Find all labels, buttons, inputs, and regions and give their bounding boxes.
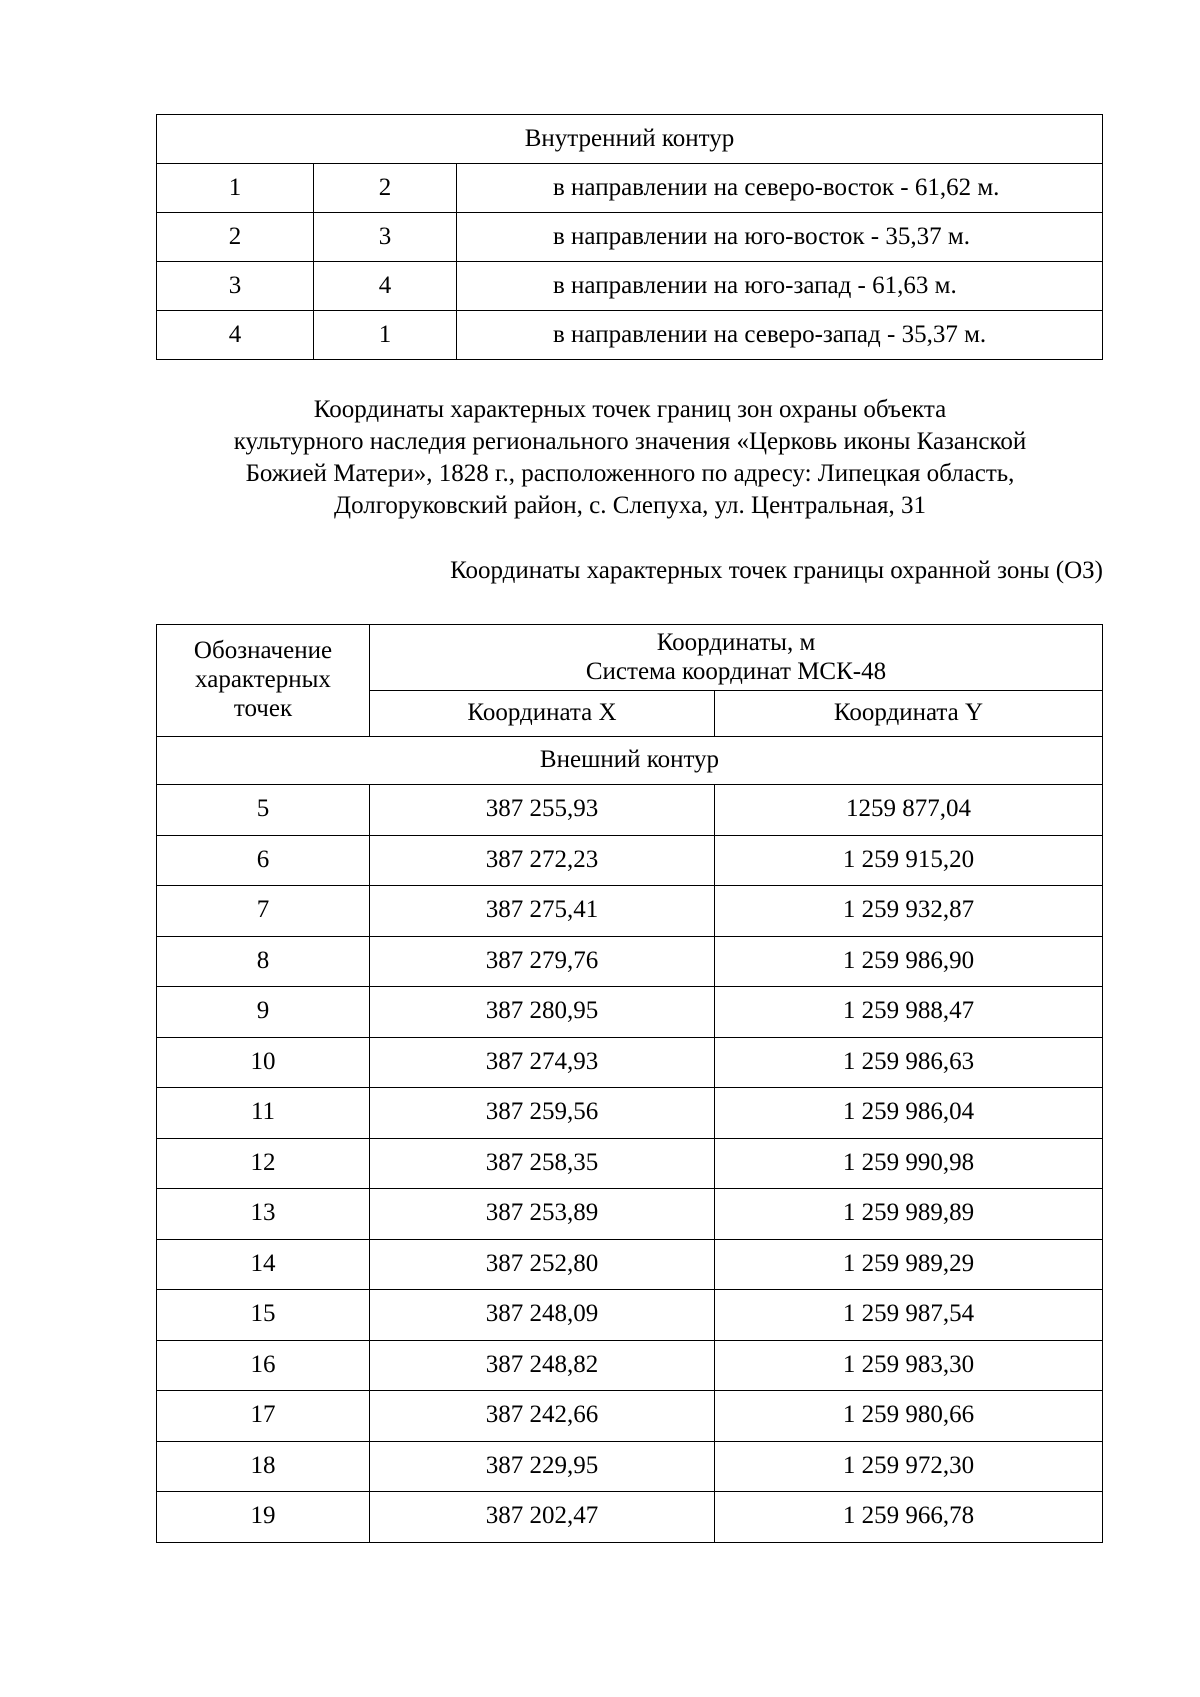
coordinate-x-cell: 387 253,89 [370,1189,715,1240]
document-heading [150,394,1110,522]
segment-description: в направлении на северо-восток - 61,62 м. [457,164,1103,213]
coordinate-x-cell: 387 274,93 [370,1037,715,1088]
coordinate-x-cell: 387 248,09 [370,1290,715,1341]
header-line: характерных [195,666,331,694]
table-row [157,1391,1103,1442]
coordinate-y-cell: 1 259 987,54 [715,1290,1103,1341]
from-point: 3 [157,262,314,311]
table-row [157,164,1103,213]
table-row [157,1037,1103,1088]
table-subtitle: Координаты характерных точек границы охранной зоны (ОЗ) [450,557,1103,584]
table-row [157,987,1103,1038]
segment-description: в направлении на юго-восток - 35,37 м. [457,213,1103,262]
coordinate-x-cell: 387 258,35 [370,1138,715,1189]
point-cell: 10 [157,1037,370,1088]
coordinate-y-cell: 1 259 986,63 [715,1037,1103,1088]
point-cell: 7 [157,886,370,937]
point-cell: 14 [157,1239,370,1290]
outer-contour-label: Внешний контур [157,737,1103,785]
from-point: 4 [157,311,314,360]
point-cell: 13 [157,1189,370,1240]
inner-contour-title: Внутренний контур [157,115,1103,164]
coordinate-x-cell: 387 272,23 [370,835,715,886]
table-row [157,886,1103,937]
table-row [157,1340,1103,1391]
coordinate-x-header: Координата X [370,691,715,737]
to-point: 4 [314,262,457,311]
coordinate-y-cell: 1 259 989,89 [715,1189,1103,1240]
table-row [157,835,1103,886]
coordinate-y-cell: 1 259 990,98 [715,1138,1103,1189]
segment-description: в направлении на северо-запад - 35,37 м. [457,311,1103,360]
coordinate-x-cell: 387 248,82 [370,1340,715,1391]
table-row [157,936,1103,987]
header-line: Система координат МСК-48 [585,657,887,685]
point-cell: 19 [157,1492,370,1543]
point-cell: 15 [157,1290,370,1341]
coordinate-x-cell: 387 202,47 [370,1492,715,1543]
coordinate-x-cell: 387 255,93 [370,785,715,836]
coordinate-x-cell: 387 259,56 [370,1088,715,1139]
heading-line: Координаты характерных точек границ зон охраны объекта [313,396,947,423]
segment-description: в направлении на юго-запад - 61,63 м. [457,262,1103,311]
coordinate-y-cell: 1 259 915,20 [715,835,1103,886]
table-row [157,1138,1103,1189]
point-cell: 16 [157,1340,370,1391]
table-row [157,1441,1103,1492]
coordinate-y-cell: 1 259 972,30 [715,1441,1103,1492]
coordinate-y-cell: 1259 877,04 [715,785,1103,836]
point-cell: 6 [157,835,370,886]
coordinate-y-cell: 1 259 989,29 [715,1239,1103,1290]
coordinate-x-cell: 387 229,95 [370,1441,715,1492]
table-row [157,262,1103,311]
table-row [157,213,1103,262]
coordinate-x-cell: 387 279,76 [370,936,715,987]
point-cell: 17 [157,1391,370,1442]
coordinate-y-header: Координата Y [715,691,1103,737]
coordinate-y-cell: 1 259 986,90 [715,936,1103,987]
coordinate-y-cell: 1 259 986,04 [715,1088,1103,1139]
coordinate-x-cell: 387 275,41 [370,886,715,937]
point-designation-header [157,625,370,737]
table-row [157,785,1103,836]
heading-line: культурного наследия регионального значения «Церковь иконы Казанской [233,428,1027,455]
heading-line: Долгоруковский район, с. Слепуха, ул. Центральная, 31 [334,492,926,519]
table-row [157,311,1103,360]
coordinate-y-cell: 1 259 988,47 [715,987,1103,1038]
table-row [157,1492,1103,1543]
from-point: 2 [157,213,314,262]
header-line: точек [233,694,293,722]
table-row [157,1290,1103,1341]
table-row [157,1088,1103,1139]
coordinates-table [156,624,1103,1543]
point-cell: 9 [157,987,370,1038]
coordinate-y-cell: 1 259 966,78 [715,1492,1103,1543]
point-cell: 11 [157,1088,370,1139]
point-cell: 12 [157,1138,370,1189]
inner-contour-table [156,114,1103,360]
coordinate-y-cell: 1 259 980,66 [715,1391,1103,1442]
coordinate-y-cell: 1 259 932,87 [715,886,1103,937]
to-point: 3 [314,213,457,262]
to-point: 2 [314,164,457,213]
coordinates-header [370,625,1103,691]
coordinate-x-cell: 387 242,66 [370,1391,715,1442]
table-row [157,1239,1103,1290]
from-point: 1 [157,164,314,213]
coordinate-rows [157,785,1103,1543]
table-row [157,1189,1103,1240]
to-point: 1 [314,311,457,360]
coordinate-y-cell: 1 259 983,30 [715,1340,1103,1391]
header-line: Координаты, м [656,628,816,656]
point-cell: 5 [157,785,370,836]
point-cell: 8 [157,936,370,987]
coordinate-x-cell: 387 280,95 [370,987,715,1038]
heading-line: Божией Матери», 1828 г., расположенного по адресу: Липецкая область, [245,460,1015,487]
header-line: Обозначение [193,637,333,665]
coordinate-x-cell: 387 252,80 [370,1239,715,1290]
point-cell: 18 [157,1441,370,1492]
